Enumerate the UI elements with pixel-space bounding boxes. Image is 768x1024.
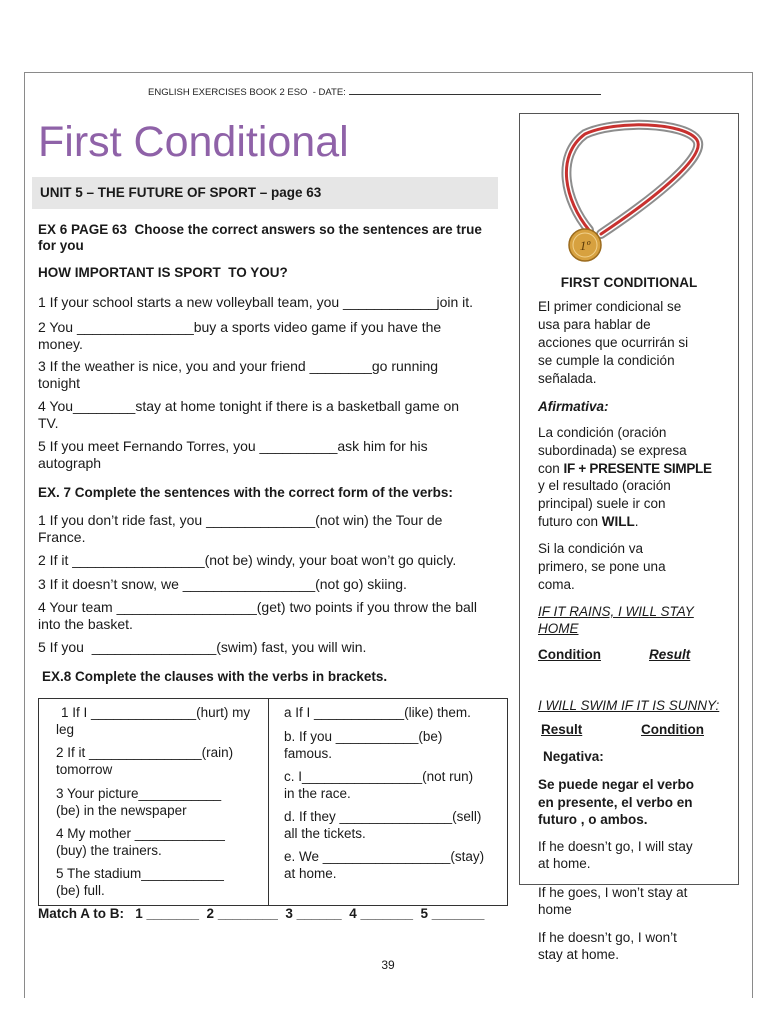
column-divider (268, 699, 269, 905)
clause-line: d. If they _______________(sell) (284, 809, 482, 824)
item-line: 2 If it _________________(not be) windy, your boat won’t go quicly. (38, 552, 457, 568)
ex6-heading (38, 222, 482, 254)
clause-line: tomorrow (56, 761, 113, 777)
clause-line: leg (56, 721, 75, 737)
afirmativa-text (538, 424, 712, 531)
match-line (38, 905, 484, 922)
afirmativa-line (538, 513, 712, 531)
clause-b-e (284, 849, 484, 882)
ex6-item-1 (38, 294, 473, 311)
clause-a-3 (56, 786, 221, 819)
item-line: France. (38, 528, 86, 545)
item-line: 4 Your team __________________(get) two points if you throw the ball (38, 599, 477, 615)
example-line: IF IT RAINS, I WILL STAY (538, 604, 694, 619)
subheading-line: HOW IMPORTANT IS SPORT TO YOU? (38, 265, 288, 280)
afirmativa-period: . (634, 513, 639, 529)
intro-line: señalada. (538, 371, 597, 386)
ex6-item-3 (38, 358, 438, 392)
ex8-table (38, 698, 508, 906)
clause-line: at home. (284, 865, 337, 881)
afirmativa-line: subordinada) se expresa (538, 442, 687, 458)
ex7-item-3 (38, 576, 407, 593)
page-title: First Conditional (38, 118, 349, 166)
ex6-item-4 (38, 398, 459, 432)
item-line: 4 You________stay at home tonight if there is a basketball game on (38, 398, 460, 414)
example-line: at home. (538, 856, 591, 871)
page-header (148, 85, 601, 98)
clause-line: in the race. (284, 785, 351, 801)
afirmativa-line (538, 460, 712, 478)
item-line: 1 If your school starts a new volleyball team, you ____________join it. (38, 294, 474, 310)
afirmativa-formula: IF + PRESENTE SIMPLE (563, 460, 712, 476)
afirmativa-line: La condición (oración (538, 425, 667, 440)
item-line: tonight (38, 375, 81, 391)
example-line: If he goes, I won’t stay at (538, 885, 688, 900)
will-keyword: WILL (601, 513, 635, 529)
match-text: Match A to B: 1 _______ 2 ________ 3 ______ 4 _______ 5 _______ (38, 906, 485, 921)
example-1-label-result: Result (649, 647, 691, 662)
header-label: ENGLISH EXERCISES BOOK 2 ESO - DATE: (148, 87, 346, 98)
example-line: If he doesn’t go, I won’t (538, 930, 677, 945)
date-blank (349, 85, 601, 95)
clause-line: 3 Your picture___________ (56, 786, 222, 801)
example-line: home (538, 902, 572, 917)
clause-b-c (284, 769, 473, 802)
negativa-line: futuro , o ambos. (538, 812, 648, 827)
clause-a-4 (56, 826, 225, 859)
afirmativa-prefix: futuro con (538, 513, 602, 529)
comma-line: primero, se pone una (538, 559, 666, 574)
ex8-heading (42, 668, 387, 685)
item-line: 1 If you don’t ride fast, you ______________(not win) the Tour de (38, 512, 443, 528)
clause-line: b. If you ___________(be) (284, 729, 443, 744)
item-line: 5 If you ________________(swim) fast, you will win. (38, 639, 367, 655)
negativa-text (538, 776, 694, 829)
example-1-label-condition: Condition (538, 647, 601, 662)
negative-example-1 (538, 838, 693, 872)
item-line: autograph (38, 455, 102, 471)
example-2: I WILL SWIM IF IT IS SUNNY: (538, 698, 720, 713)
ex7-heading (38, 484, 453, 501)
sidebar-heading: FIRST CONDITIONAL (560, 275, 698, 290)
example-line: HOME (538, 621, 579, 636)
ribbon-edge (566, 125, 698, 234)
heading-line: EX. 7 Complete the sentences with the correct form of the verbs: (38, 485, 453, 500)
example-line: If he doesn’t go, I will stay (538, 839, 693, 854)
ex7-item-4 (38, 599, 477, 633)
heading-line: for you (38, 238, 84, 253)
comma-rule (538, 540, 666, 594)
medal-label: 1º (579, 238, 591, 253)
clause-line: 2 If it _______________(rain) (56, 745, 234, 760)
intro-line: acciones que ocurrirán si (538, 335, 689, 350)
example-2-label-result: Result (541, 722, 583, 737)
ex6-item-5 (38, 438, 428, 472)
heading-line: EX.8 Complete the clauses with the verbs in brackets. (42, 669, 388, 684)
negative-example-3 (538, 929, 677, 963)
negativa-line: en presente, el verbo en (538, 794, 693, 810)
item-line: 3 If it doesn’t snow, we _________________(not go) skiing. (38, 576, 407, 592)
clause-line: 1 If I ______________(hurt) my (61, 705, 251, 720)
negativa-line: Se puede negar el verbo (538, 777, 695, 792)
item-line: money. (38, 336, 83, 352)
item-line: TV. (38, 415, 59, 431)
clause-a-5 (56, 866, 224, 899)
sidebar-intro (538, 298, 688, 388)
example-1 (538, 603, 694, 637)
clause-line: e. We _________________(stay) (284, 849, 485, 864)
item-line: 5 If you meet Fernando Torres, you __________ask him for his (38, 438, 428, 454)
clause-b-a (284, 705, 471, 722)
clause-line: a If I ____________(like) them. (284, 705, 471, 720)
clause-line: (buy) the trainers. (56, 842, 162, 858)
ex6-item-2 (38, 319, 441, 353)
clause-line: all the tickets. (284, 825, 366, 841)
clause-a-1 (56, 705, 250, 738)
afirmativa-line: y el resultado (oración (538, 478, 671, 494)
negativa-label: Negativa: (543, 749, 604, 764)
item-line: 3 If the weather is nice, you and your friend ________go running (38, 358, 439, 374)
clause-line: famous. (284, 745, 333, 761)
unit-banner (32, 177, 498, 209)
negative-example-2 (538, 884, 687, 918)
clause-b-d (284, 809, 481, 842)
comma-line: Si la condición va (538, 541, 644, 556)
afirmativa-prefix: con (538, 460, 564, 476)
intro-line: El primer condicional se (538, 299, 682, 314)
clause-b-b (284, 729, 442, 762)
heading-line: EX 6 PAGE 63 Choose the correct answers so the sentences are true (38, 222, 482, 237)
clause-line: 4 My mother ____________ (56, 826, 225, 841)
clause-line: c. I________________(not run) (284, 769, 474, 784)
clause-line: (be) full. (56, 882, 105, 898)
clause-line: 5 The stadium___________ (56, 866, 224, 881)
clause-a-2 (56, 745, 233, 778)
example-2-label-condition: Condition (641, 722, 704, 737)
afirmativa-line: principal) suele ir con (538, 496, 666, 512)
comma-line: coma. (538, 577, 575, 592)
afirmativa-label: Afirmativa: (538, 399, 609, 414)
example-line: stay at home. (538, 947, 620, 962)
intro-line: se cumple la condición (538, 353, 675, 368)
ex6-subheading (38, 264, 288, 281)
item-line: 2 You _______________buy a sports video game if you have the (38, 319, 442, 335)
clause-line: (be) in the newspaper (56, 802, 187, 818)
ex7-item-2 (38, 552, 456, 569)
item-line: into the basket. (38, 616, 133, 632)
ex7-item-1 (38, 512, 442, 545)
ex7-item-5 (38, 639, 366, 656)
page-number: 39 (381, 958, 395, 972)
medal-icon (545, 116, 715, 271)
unit-banner-text: UNIT 5 – THE FUTURE OF SPORT – page 63 (40, 185, 322, 200)
intro-line: usa para hablar de (538, 317, 651, 332)
